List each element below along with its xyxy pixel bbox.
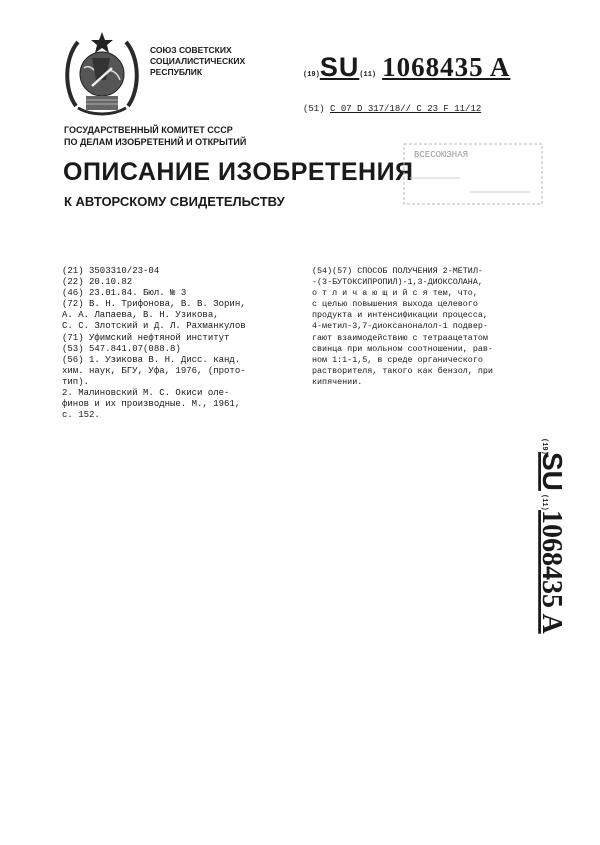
abstract-line: (54)(57) СПОСОБ ПОЛУЧЕНИЯ 2-МЕТИЛ-: [312, 266, 483, 276]
abstract-line: ном 1:1-1,5, в среде органического: [312, 354, 483, 365]
biblio-line: хим. наук, БГУ, Уфа, 1976, (прото-: [62, 365, 246, 376]
country-line: РЕСПУБЛИК: [150, 67, 203, 77]
bibliographic-data: [62, 266, 297, 421]
abstract-line: гают взаимодействию с тетраацетатом: [312, 332, 488, 343]
claim-abstract: [312, 266, 557, 388]
country-line: СОЦИАЛИСТИЧЕСКИХ: [150, 56, 246, 66]
biblio-line: (56) 1. Узикова В. Н. Дисс. канд.: [62, 354, 241, 365]
vertical-code-11: (11): [540, 494, 548, 511]
vertical-code-19: (19): [540, 438, 548, 455]
biblio-line: 2. Малиновский М. С. Окиси оле-: [62, 388, 230, 399]
vertical-country: SU: [537, 452, 568, 491]
classification-line: [303, 104, 481, 114]
code-11: (11): [359, 71, 377, 79]
biblio-line: (46) 23.01.84. Бюл. № 3: [62, 288, 187, 299]
biblio-line: С. С. Злотский и Д. Л. Рахманкулов: [62, 321, 246, 332]
biblio-line: тип).: [62, 376, 90, 387]
classification-code: (51): [303, 104, 325, 114]
country-code: SU: [319, 52, 360, 82]
biblio-line: (21) 3503310/23-04: [62, 266, 160, 276]
state-emblem: [62, 28, 142, 120]
vertical-patent-label: [533, 430, 573, 670]
code-19: (19): [303, 71, 320, 79]
abstract-line: продукта и интенсификации процесса,: [312, 310, 488, 321]
stamp-frame: [400, 138, 548, 210]
abstract-line: кипячении.: [312, 376, 363, 387]
country-name: [150, 45, 270, 78]
classification-value: C 07 D 317/18// C 23 F 11/12: [330, 104, 482, 114]
biblio-line: (72) В. Н. Трифонова, В. В. Зорин,: [62, 299, 246, 310]
biblio-line: (71) Уфимский нефтяной институт: [62, 332, 230, 343]
biblio-line: с. 152.: [62, 410, 100, 421]
abstract-line: о т л и ч а ю щ и й с я тем, что,: [312, 288, 478, 299]
committee-name: [64, 124, 246, 148]
document-title: ОПИСАНИЕ ИЗОБРЕТЕНИЯ: [63, 158, 414, 186]
abstract-line: 4-метил-3,7-диоксаноналол-1 подвер-: [312, 321, 488, 332]
stamp-text: ВСЕСОЮЗНАЯ: [414, 150, 469, 160]
abstract-line: растворителя, такого как бензол, при: [312, 365, 493, 376]
abstract-line: свинца при мольном соотношении, рав-: [312, 343, 493, 354]
committee-line: ГОСУДАРСТВЕННЫЙ КОМИТЕТ СССР: [64, 125, 233, 135]
abstract-line: с целью повышения выхода целевого: [312, 299, 478, 310]
library-stamp: [400, 138, 548, 210]
patent-number: 1068435 A: [382, 52, 511, 82]
country-line: СОЮЗ СОВЕТСКИХ: [150, 45, 232, 55]
vertical-number: 1068435 A: [536, 510, 567, 634]
biblio-line: (22) 20.10.82: [62, 277, 133, 288]
biblio-line: финов и их производные. М., 1961,: [62, 399, 241, 410]
patent-header: [303, 52, 510, 83]
committee-line: ПО ДЕЛАМ ИЗОБРЕТЕНИЙ И ОТКРЫТИЙ: [64, 137, 247, 147]
document-subtitle: К АВТОРСКОМУ СВИДЕТЕЛЬСТВУ: [64, 194, 285, 209]
biblio-line: А. А. Лапаева, В. Н. Узикова,: [62, 310, 219, 321]
biblio-line: (53) 547.841.07(088.8): [62, 343, 181, 354]
abstract-line: -(3-БУТОКСИПРОПИЛ)-1,3-ДИОКСОЛАНА,: [312, 277, 483, 288]
